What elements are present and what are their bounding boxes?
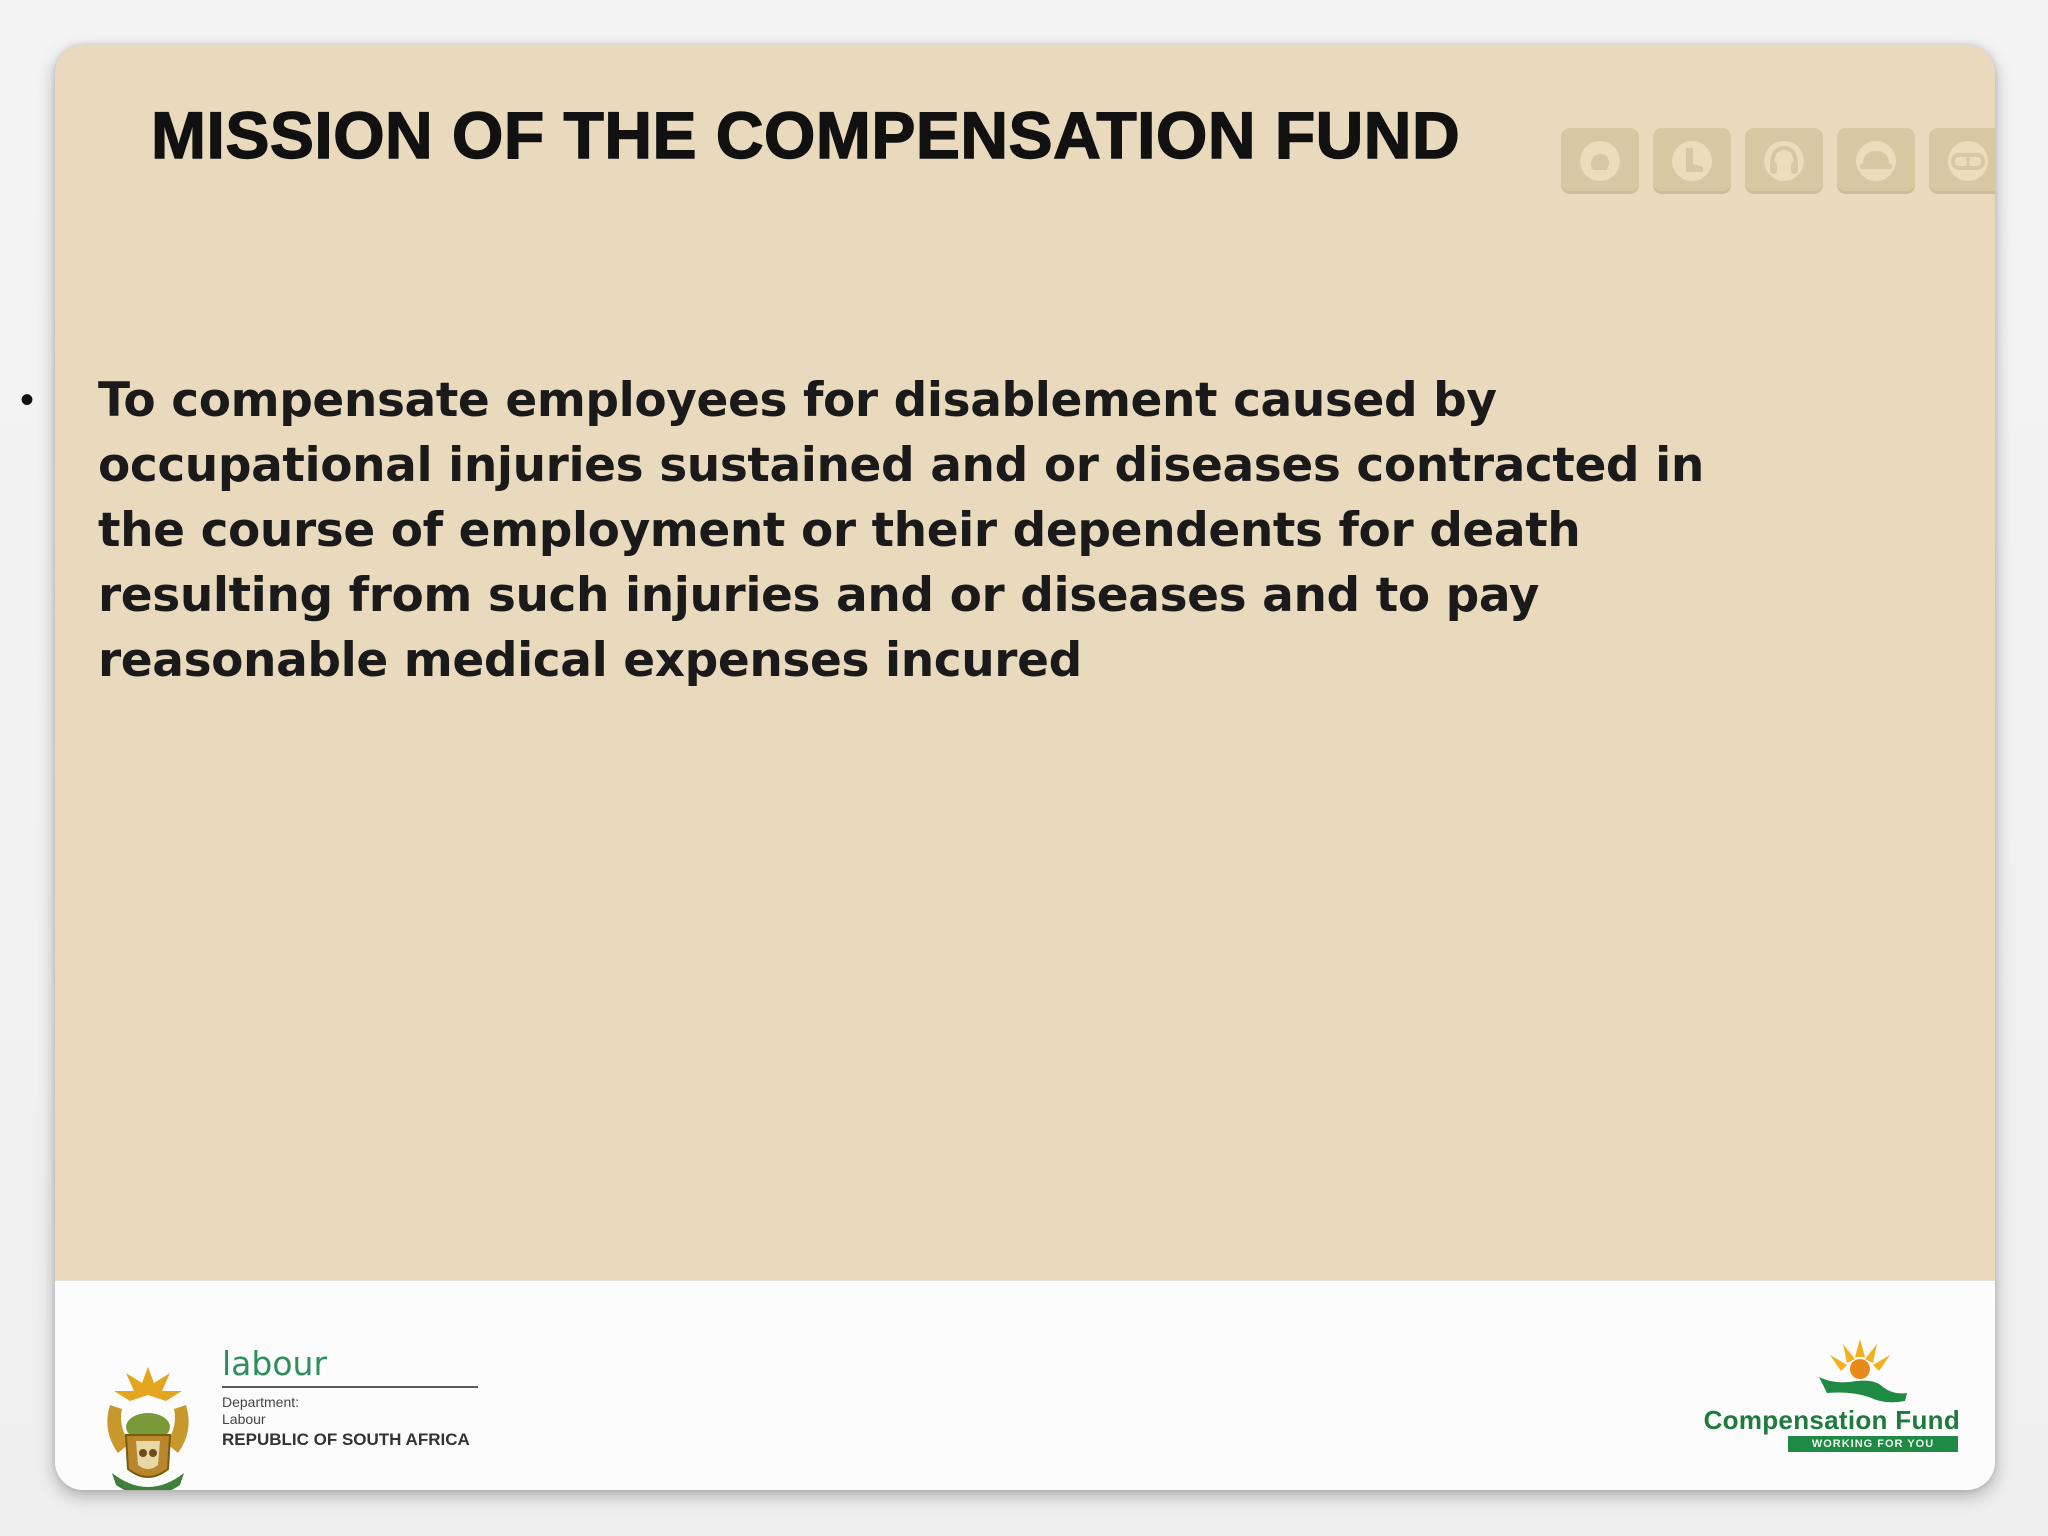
logo-divider (222, 1386, 478, 1388)
hand-sun-emblem-icon (1805, 1335, 1915, 1405)
compensation-fund-tagline: WORKING FOR YOU (1788, 1436, 1958, 1452)
goggles-icon (1929, 128, 1995, 194)
labour-wordmark: labour (222, 1344, 328, 1383)
slide-title: MISSION OF THE COMPENSATION FUND (151, 98, 1461, 172)
hand-icon (1561, 128, 1639, 194)
coat-of-arms-icon (96, 1361, 200, 1490)
ear-protection-icon (1745, 128, 1823, 194)
mission-bullet-list (20, 368, 1760, 693)
compensation-fund-logo (1675, 1335, 1960, 1455)
mission-statement: To compensate employees for disablement caused by occupational injuries sustained and or diseases contracted in the course of employment or their dependents for death resulting from such injuries and or diseases and to pay reasonable medical expenses incured (98, 373, 1704, 688)
slide-card (55, 45, 1995, 1490)
bullet-marker: • (20, 378, 35, 422)
boot-icon (1653, 128, 1731, 194)
department-of-labour-logo (222, 1346, 478, 1450)
department-name: Labour (222, 1411, 266, 1427)
header-icon-strip (1561, 128, 1995, 194)
hard-hat-icon (1837, 128, 1915, 194)
country-name: REPUBLIC OF SOUTH AFRICA (222, 1430, 470, 1449)
department-label: Department: (222, 1394, 300, 1410)
list-item (20, 368, 1760, 693)
compensation-fund-wordmark: Compensation Fund (1703, 1405, 1960, 1435)
